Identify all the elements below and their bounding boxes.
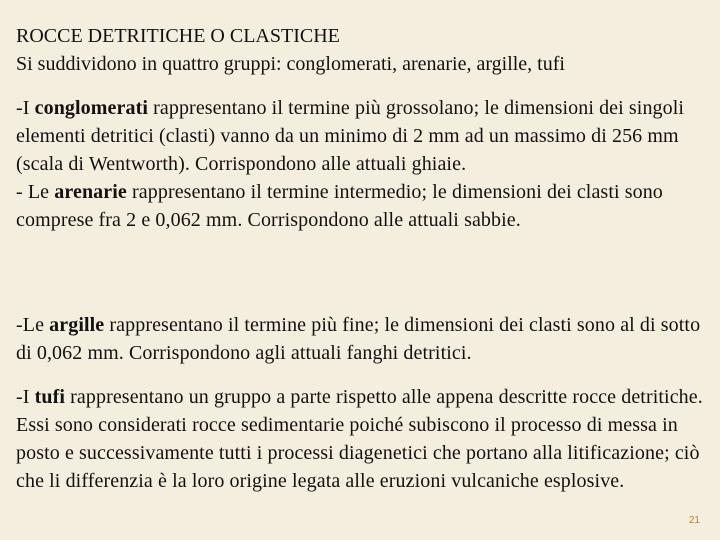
keyword-conglomerati: conglomerati bbox=[34, 97, 149, 119]
item-argille bbox=[16, 311, 714, 367]
item-arenarie bbox=[16, 178, 714, 234]
item-prefix: -Le bbox=[16, 314, 50, 336]
paragraph-conglomerati-arenarie bbox=[16, 94, 714, 234]
slide-header bbox=[16, 22, 706, 78]
keyword-argille: argille bbox=[49, 314, 105, 336]
item-text: rappresentano il termine più grossolano; le dimensioni dei singoli elementi detritici (clasti) vanno da un minimo di 2 mm ad un massimo di 256 mm (scala di Wentworth). Corrispondono alle attuali ghiaie. bbox=[16, 97, 685, 175]
page-number: 21 bbox=[688, 515, 700, 526]
slide-title: ROCCE DETRITICHE O CLASTICHE bbox=[16, 25, 340, 47]
slide-subtitle: Si suddividono in quattro gruppi: conglomerati, arenarie, argille, tufi bbox=[16, 53, 565, 75]
item-prefix: -I bbox=[16, 386, 35, 408]
item-tufi bbox=[16, 383, 714, 495]
item-conglomerati bbox=[16, 94, 714, 178]
item-prefix: -I bbox=[16, 97, 35, 119]
paragraph-tufi bbox=[16, 383, 714, 495]
item-prefix: - Le bbox=[16, 181, 55, 203]
item-text: rappresentano il termine intermedio; le dimensioni dei clasti sono comprese fra 2 e 0,062 mm. Corrispondono alle attuali sabbie. bbox=[16, 181, 663, 231]
paragraph-argille bbox=[16, 311, 714, 367]
item-text: rappresentano il termine più fine; le dimensioni dei clasti sono al di sotto di 0,062 mm. Corrispondono agli attuali fanghi detritici. bbox=[16, 314, 701, 364]
keyword-tufi: tufi bbox=[34, 386, 66, 408]
item-text: rappresentano un gruppo a parte rispetto alle appena descritte rocce detritiche. Essi sono considerati rocce sedimentarie poiché subiscono il processo di messa in posto e successivamente tutti i processi diagenetici che portano alla litificazione; ciò che li differenzia è la loro origine legata alle eruzioni vulcaniche esplosive. bbox=[16, 386, 703, 492]
keyword-arenarie: arenarie bbox=[54, 181, 127, 203]
